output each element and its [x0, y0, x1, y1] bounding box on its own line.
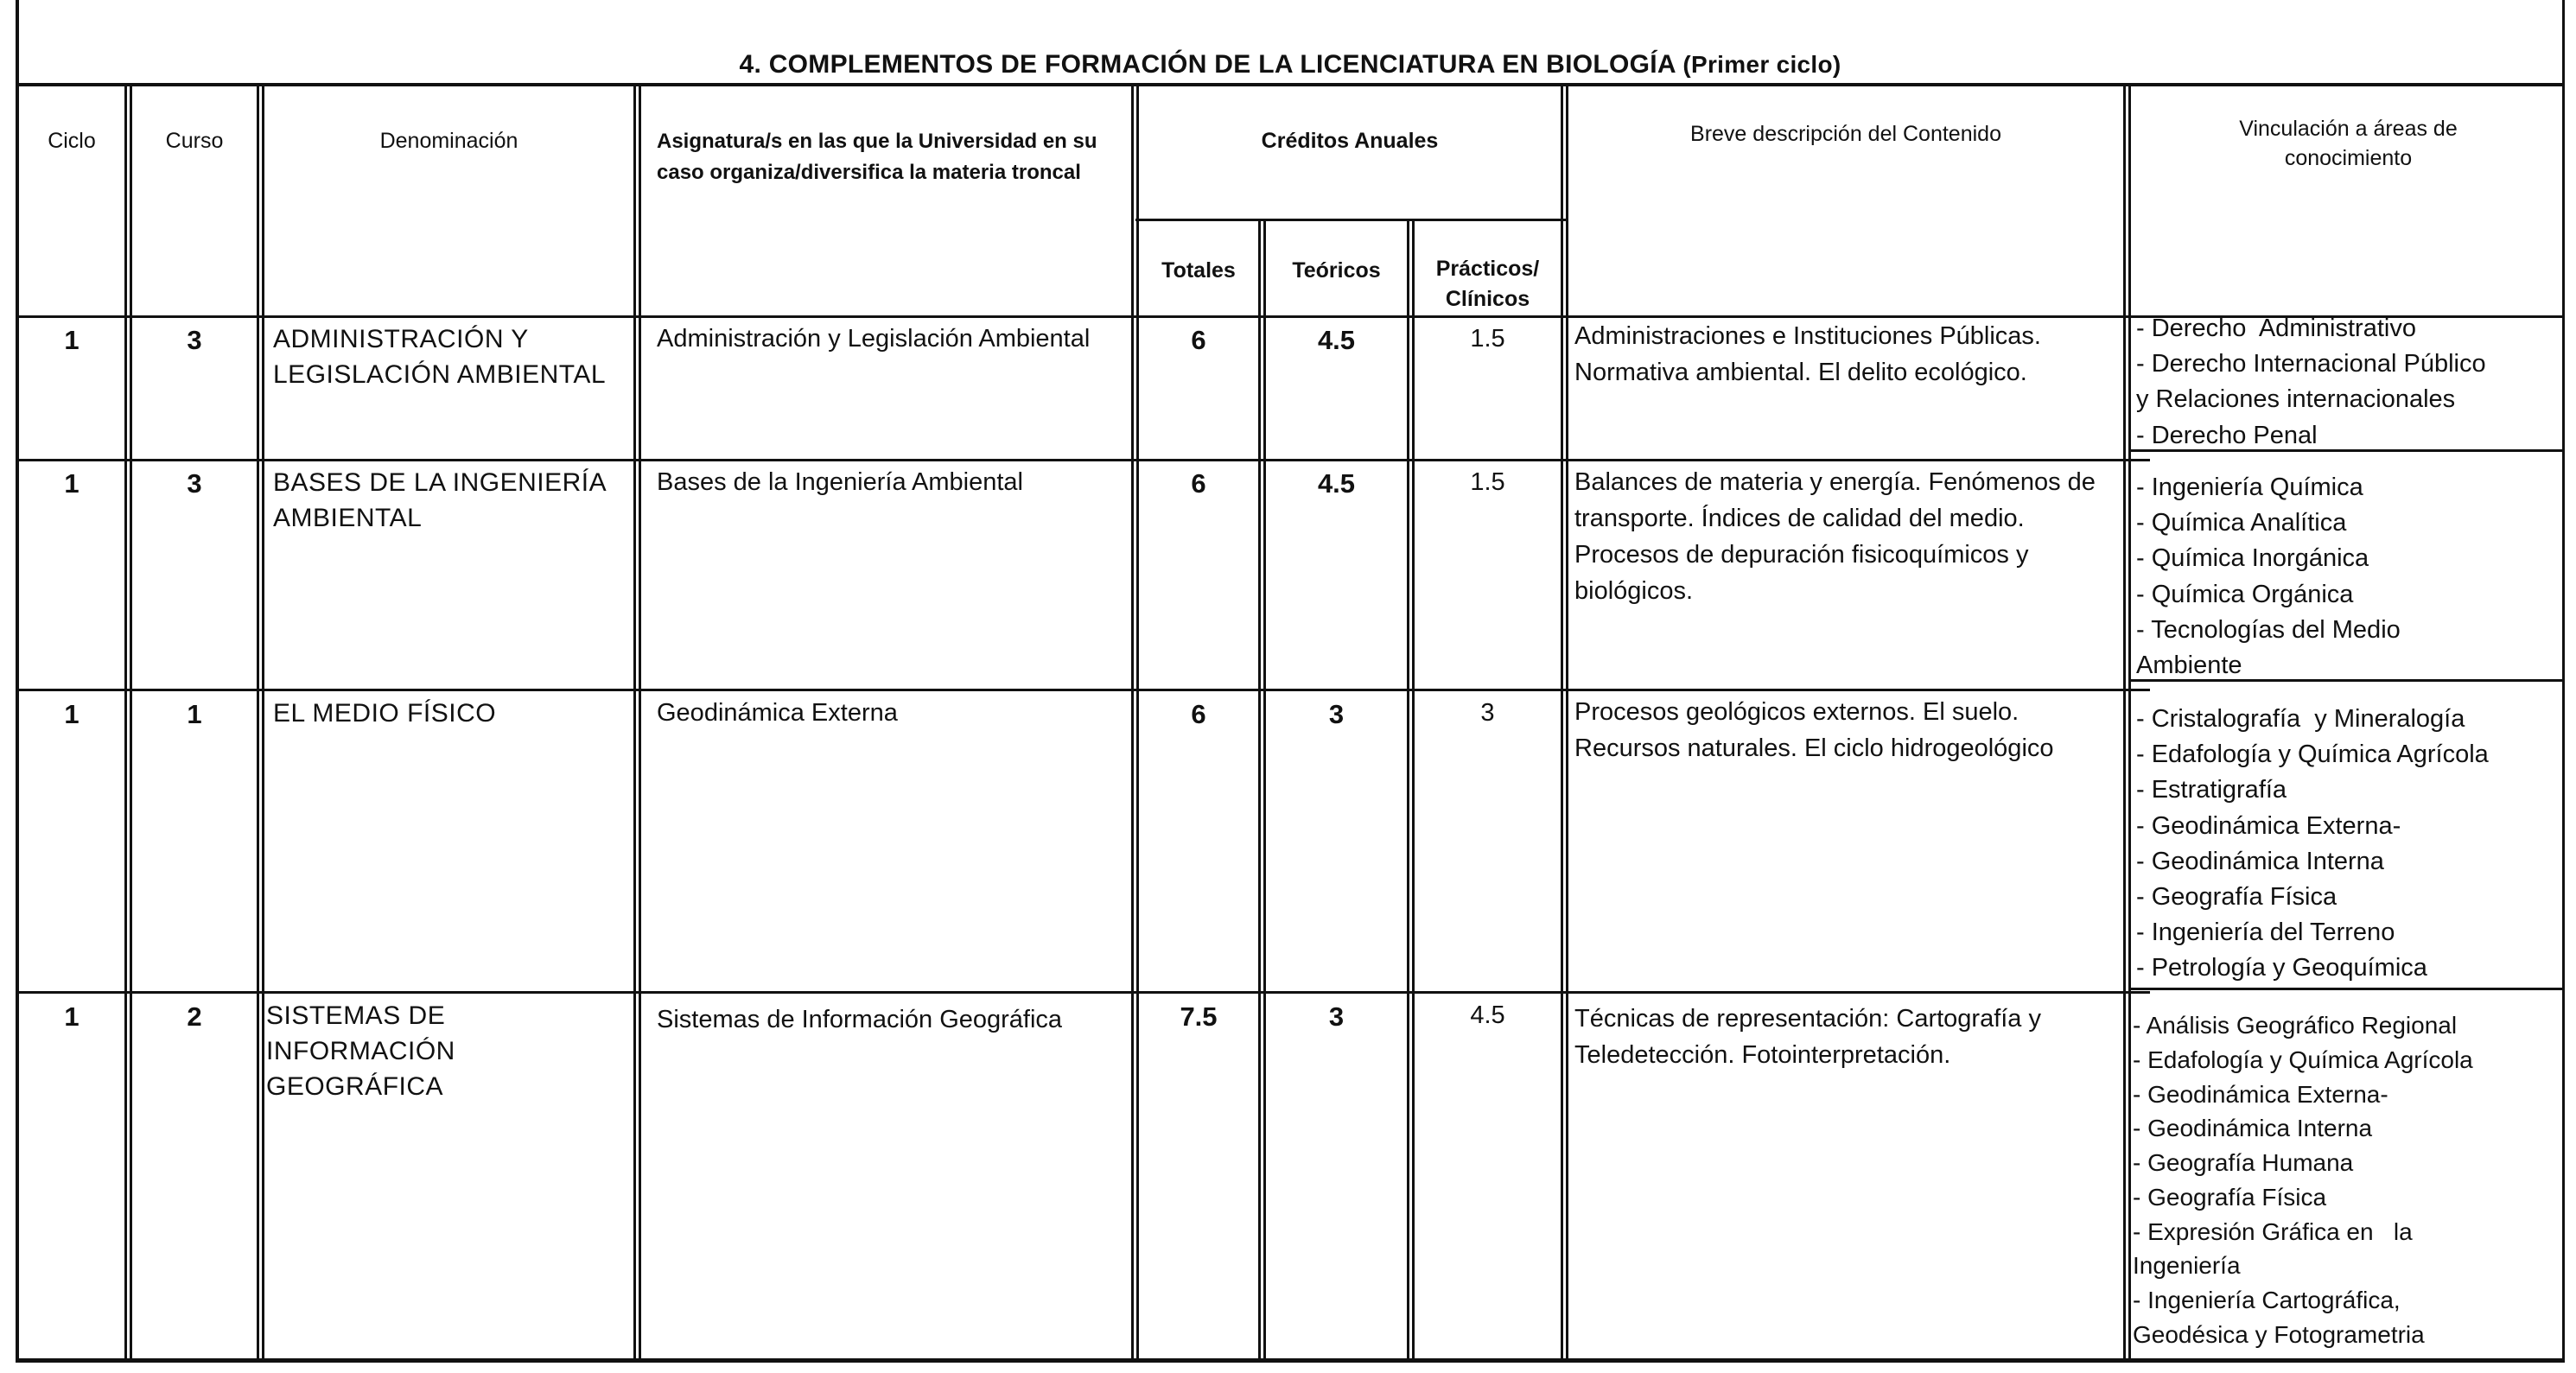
area-line: - Análisis Geográfico Regional: [2133, 1012, 2458, 1039]
header-denominacion: Denominación: [379, 129, 518, 153]
area-line: - Tecnologías del Medio: [2136, 615, 2401, 644]
area-line: - Geodinámica Interna: [2136, 847, 2384, 875]
row3-areas: [2136, 702, 2563, 986]
row2-areas: [2136, 470, 2563, 683]
rule-row1-bottom: [16, 459, 2150, 461]
area-line: - Cristalografía y Mineralogía: [2136, 705, 2465, 733]
area-line: Ingeniería: [2133, 1252, 2241, 1280]
header-curso: Curso: [165, 129, 224, 153]
area-line: - Química Orgánica: [2136, 580, 2354, 608]
col-rule: [1412, 219, 1415, 1363]
col-rule: [2123, 83, 2126, 1363]
row4-practicos: 4.5: [1470, 1001, 1505, 1029]
col-rule: [1561, 83, 1563, 1363]
area-line: - Geografía Humana: [2133, 1149, 2354, 1176]
col-rule: [2128, 83, 2131, 1363]
header-asignatura: Asignatura/s en las que la Universidad en su caso organiza/diversifica la materia troncal: [657, 130, 1097, 184]
header-teoricos: Teóricos: [1292, 258, 1381, 283]
header-totales: Totales: [1161, 258, 1236, 283]
col-rule: [124, 83, 127, 1363]
row2-practicos: 1.5: [1470, 468, 1505, 496]
area-line: - Química Analítica: [2136, 509, 2347, 537]
rule-row3-bottom: [16, 991, 2150, 994]
row3-descripcion: Procesos geológicos externos. El suelo. Recursos naturales. El ciclo hidrogeológico: [1574, 698, 2054, 763]
area-line: - Química Inorgánica: [2136, 544, 2369, 573]
area-line: - Geografía Física: [2133, 1183, 2327, 1211]
area-line: - Edafología y Química Agrícola: [2133, 1046, 2473, 1073]
row4-descripcion: Técnicas de representación: Cartografía y Teledetección. Fotointerpretación.: [1574, 1005, 2041, 1070]
row2-curso: 3: [187, 468, 202, 499]
row3-teoricos: 3: [1328, 699, 1345, 729]
area-line: - Expresión Gráfica en la: [2133, 1217, 2413, 1245]
col-rule: [1131, 83, 1134, 1363]
row3-asignatura: Geodinámica Externa: [657, 699, 898, 727]
row1-asignatura: Administración y Legislación Ambiental: [657, 325, 1091, 353]
col-rule: [1566, 83, 1568, 1363]
area-line: - Ingeniería Química: [2136, 474, 2363, 501]
col-rule: [633, 83, 636, 1363]
table-title: [16, 50, 2565, 79]
row1-totales: 6: [1191, 325, 1206, 355]
row2-asignatura: Bases de la Ingeniería Ambiental: [657, 468, 1023, 496]
row4-teoricos: 3: [1328, 1001, 1345, 1032]
area-line: y Relaciones internacionales: [2136, 385, 2456, 414]
area-line: - Ingeniería Cartográfica,: [2133, 1287, 2401, 1313]
area-line: - Derecho Penal: [2136, 421, 2318, 449]
row4-denominacion: SISTEMAS DE INFORMACIÓN GEOGRÁFICA: [266, 1001, 455, 1101]
row1-ciclo: 1: [64, 325, 80, 355]
row1-descripcion: Administraciones e Instituciones Públicas. Normativa ambiental. El delito ecológico.: [1574, 322, 2041, 387]
row1-denominacion: ADMINISTRACIÓN Y LEGISLACIÓN AMBIENTAL: [273, 325, 607, 389]
area-line: - Ingeniería del Terreno: [2136, 919, 2395, 947]
area-line: - Geodinámica Externa-: [2133, 1080, 2388, 1108]
header-practicos: Prácticos/ Clínicos: [1435, 257, 1540, 311]
row3-curso: 1: [187, 699, 202, 729]
row1-teoricos: 4.5: [1317, 325, 1356, 355]
row1-areas: [2136, 311, 2563, 454]
rule-creditos-split: [1135, 219, 1566, 221]
row2-teoricos: 4.5: [1317, 468, 1356, 499]
col-rule: [639, 83, 641, 1363]
row3-practicos: 3: [1480, 699, 1495, 727]
area-line: Ambiente: [2136, 651, 2242, 679]
row3-ciclo: 1: [64, 699, 80, 729]
col-rule: [262, 83, 264, 1363]
header-vinculacion: Vinculación a áreas de conocimiento: [2239, 117, 2458, 170]
row4-asignatura: Sistemas de Información Geográfica: [657, 1006, 1063, 1033]
row2-descripcion: Balances de materia y energía. Fenómenos de transporte. Índices de calidad del medio. Procesos de depuración fisicoquímicos y biológicos.: [1574, 468, 2096, 606]
row1-curso: 3: [187, 325, 202, 355]
row1-practicos: 1.5: [1470, 325, 1505, 353]
area-line: - Petrología y Geoquímica: [2136, 954, 2427, 982]
row3-totales: 6: [1191, 699, 1206, 729]
row4-totales: 7.5: [1180, 1001, 1218, 1032]
col-rule: [1258, 219, 1261, 1363]
row3-denominacion: EL MEDIO FÍSICO: [273, 699, 497, 728]
area-line: - Derecho Administrativo: [2136, 315, 2416, 342]
area-line: - Estratigrafía: [2136, 776, 2287, 804]
header-descripcion: Breve descripción del Contenido: [1690, 122, 2001, 146]
row2-ciclo: 1: [64, 468, 80, 499]
area-line: - Edafología y Química Agrícola: [2136, 741, 2489, 769]
area-line: - Derecho Internacional Público: [2136, 350, 2486, 378]
row4-areas: [2133, 1008, 2563, 1352]
row4-curso: 2: [187, 1001, 202, 1032]
area-line: Geodésica y Fotogrametria: [2133, 1320, 2425, 1348]
title-sub: (Primer ciclo): [1682, 51, 1841, 78]
col-rule: [257, 83, 259, 1363]
area-line: - Geografía Física: [2136, 882, 2337, 911]
row4-ciclo: 1: [64, 1001, 80, 1032]
header-ciclo: Ciclo: [48, 129, 96, 153]
title-main: 4. COMPLEMENTOS DE FORMACIÓN DE LA LICENCIATURA EN BIOLOGÍA: [739, 50, 1676, 79]
rule-under-title: [16, 83, 2565, 86]
rule-row3-bottom-area: [2128, 988, 2565, 990]
header-creditos: Créditos Anuales: [1261, 129, 1439, 153]
rule-row2-bottom: [16, 689, 2150, 691]
col-rule: [1263, 219, 1266, 1363]
row2-denominacion: BASES DE LA INGENIERÍA AMBIENTAL: [273, 468, 606, 532]
area-line: - Geodinámica Interna: [2133, 1115, 2373, 1142]
col-rule: [1407, 219, 1409, 1363]
area-line: - Geodinámica Externa-: [2136, 811, 2401, 840]
row2-totales: 6: [1191, 468, 1206, 499]
